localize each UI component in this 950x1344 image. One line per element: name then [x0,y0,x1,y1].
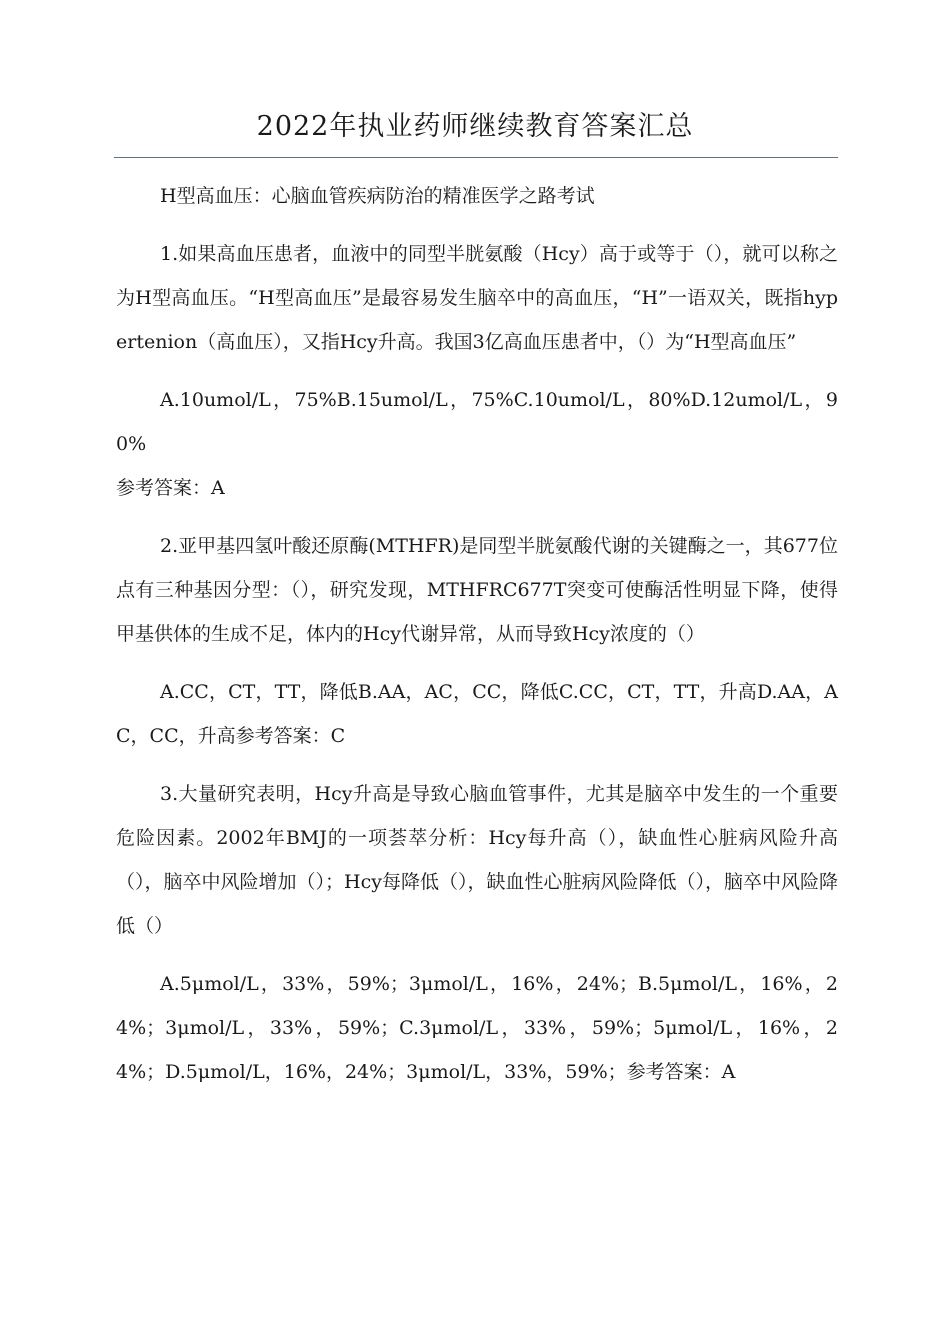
question-3-text: 3.大量研究表明，Hcy升高是导致心脑血管事件，尤其是脑卒中发生的一个重要危险因素。2002年BMJ的一项荟萃分析：Hcy每升高（），缺血性心脏病风险升高（），脑卒中风险增加（）；Hcy每降低（），缺血性心脏病风险降低（），脑卒中风险降低（） [116,783,838,937]
exam-subtitle: H型高血压：心脑血管疾病防治的精准医学之路考试 [160,185,595,207]
question-1-answer: 参考答案：A [116,477,225,499]
question-1-options: A.10umol/L，75%B.15umol/L，75%C.10umol/L，80%D.12umol/L，90% [116,389,838,455]
title-divider [114,157,838,158]
document-body [116,174,838,1108]
question-2-text: 2.亚甲基四氢叶酸还原酶(MTHFR)是同型半胱氨酸代谢的关键酶之一，其677位点有三种基因分型：（），研究发现，MTHFRC677T突变可使酶活性明显下降，使得甲基供体的生成不足，体内的Hcy代谢异常，从而导致Hcy浓度的（） [116,535,838,645]
document-title: 2022年执业药师继续教育答案汇总 [256,111,694,142]
question-1-text: 1.如果高血压患者，血液中的同型半胱氨酸（Hcy）高于或等于（），就可以称之为H型高血压。“H型高血压”是最容易发生脑卒中的高血压，“H”一语双关，既指hypertenion（高血压），又指Hcy升高。我国3亿高血压患者中，（）为“H型高血压” [116,243,838,353]
question-2-options: A.CC，CT，TT，降低B.AA，AC，CC，降低C.CC，CT，TT，升高D.AA，AC，CC，升高参考答案：C [116,681,838,747]
question-3-options: A.5μmol/L，33%，59%；3μmol/L，16%，24%；B.5μmol/L，16%，24%；3μmol/L，33%，59%；C.3μmol/L，33%，59%；5μmol/L，16%，24%；D.5μmol/L，16%，24%；3μmol/L，33%，59%；参考答案：A [116,973,838,1083]
